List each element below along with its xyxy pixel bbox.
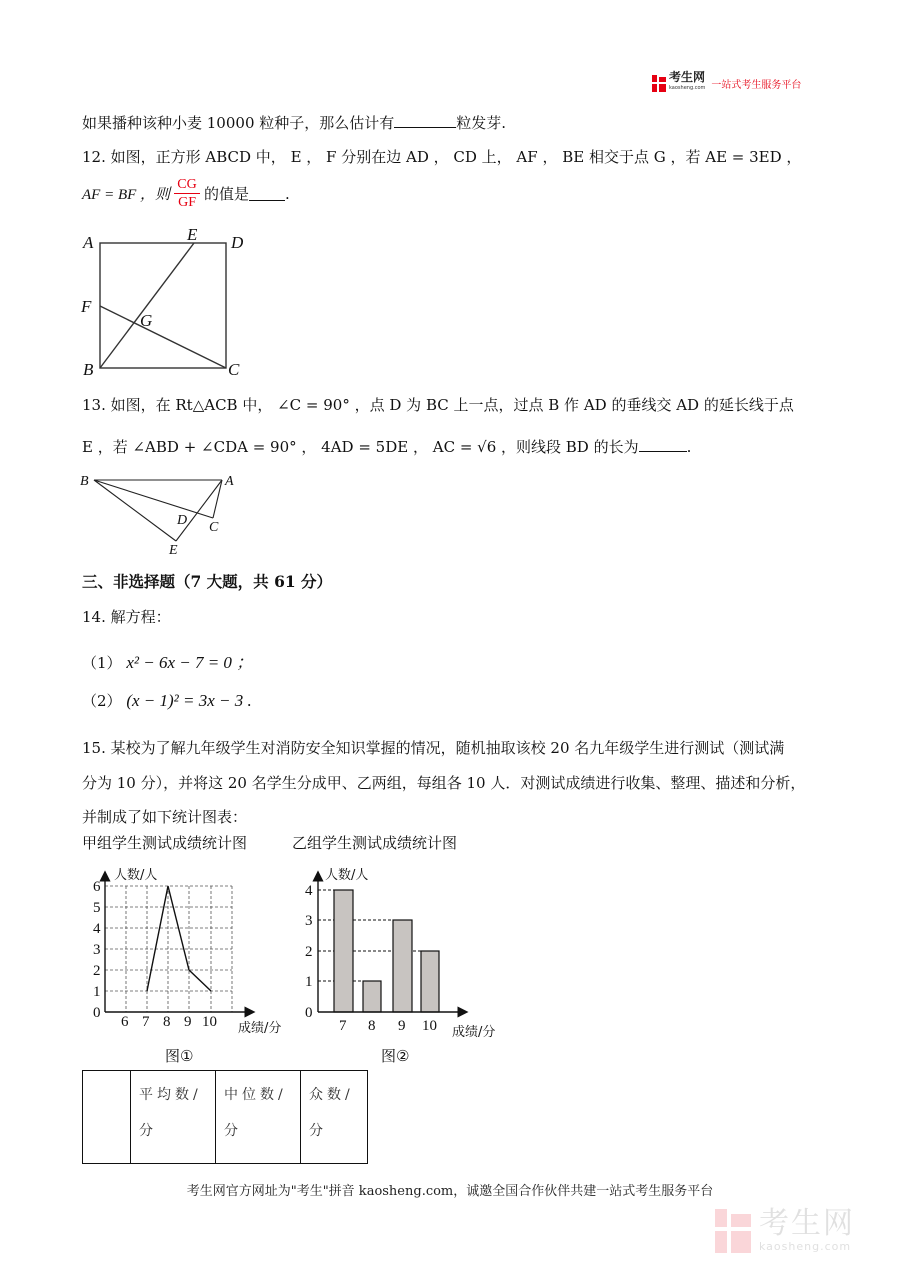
square-abcd-figure — [70, 220, 270, 380]
svg-text:E: E — [187, 225, 198, 244]
svg-text:B: B — [80, 474, 89, 489]
svg-text:7: 7 — [339, 1018, 347, 1034]
table-header-mean: 平均数/分 — [131, 1071, 216, 1164]
section-title: 三、非选择题（7 大题，共 61 分） — [82, 572, 333, 591]
footer-text: 考生网官方网址为"考生"拼音 kaosheng.com，诚邀全国合作伙伴共建一站式考生服务平台 — [186, 1184, 714, 1199]
svg-text:6: 6 — [93, 879, 101, 895]
svg-text:C: C — [228, 360, 240, 379]
watermark — [715, 1208, 855, 1253]
brand-name: 考生网 kaosheng.com — [669, 70, 706, 91]
stats-table — [82, 1070, 368, 1164]
svg-text:0: 0 — [305, 1005, 313, 1021]
svg-text:2: 2 — [93, 963, 101, 979]
svg-text:F: F — [81, 297, 92, 316]
svg-text:A: A — [225, 474, 234, 489]
svg-text:4: 4 — [305, 883, 313, 899]
answer-blank — [249, 186, 285, 201]
bar-8 — [363, 981, 381, 1012]
chart1-line-chart — [80, 862, 310, 1072]
table-header-mode: 众数/分 — [301, 1071, 368, 1164]
svg-text:5: 5 — [93, 900, 101, 916]
q14-part2: （2） (x − 1)² = 3x − 3 . — [82, 691, 252, 710]
bar-10 — [421, 951, 439, 1012]
svg-text:3: 3 — [305, 913, 313, 929]
chart2-bar-chart — [295, 862, 525, 1072]
kaosheng-watermark-icon — [715, 1209, 751, 1253]
triangle-acb-figure — [70, 462, 270, 562]
svg-text:成绩/分: 成绩/分 — [238, 1021, 282, 1036]
svg-text:A: A — [83, 233, 94, 252]
svg-text:成绩/分: 成绩/分 — [452, 1025, 496, 1040]
svg-text:G: G — [140, 311, 153, 330]
svg-text:图②: 图② — [381, 1047, 410, 1065]
q15-line2: 分为 10 分），并将这 20 名学生分成甲、乙两组，每组各 10 人．对测试成绩进行收集、整理、描述和分析， — [82, 774, 806, 792]
svg-text:D: D — [177, 513, 188, 528]
header-logo — [652, 70, 802, 93]
brand-slogan: 一站式考生服务平台 — [711, 79, 802, 91]
table-header-median: 中位数/分 — [216, 1071, 301, 1164]
q14-title: 14. 解方程： — [82, 608, 171, 626]
svg-text:8: 8 — [163, 1014, 171, 1030]
svg-text:D: D — [231, 233, 244, 252]
svg-text:8: 8 — [368, 1018, 376, 1034]
svg-text:3: 3 — [93, 942, 101, 958]
svg-text:6: 6 — [121, 1014, 129, 1030]
q14-part1: （1） x² − 6x − 7 = 0 ； — [82, 653, 254, 672]
svg-text:0: 0 — [93, 1005, 101, 1021]
answer-blank — [394, 113, 456, 128]
q13-line1: 13. 如图，在 Rt△ACB 中， ∠C = 90° ，点 D 为 BC 上一点，过点 B 作 AD 的垂线交 AD 的延长线于点 — [82, 396, 794, 414]
svg-text:4: 4 — [93, 921, 101, 937]
table-cell — [83, 1071, 131, 1164]
watermark-domain: kaosheng.com — [759, 1240, 852, 1253]
svg-text:9: 9 — [398, 1018, 406, 1034]
q12-line1: 12. 如图，正方形 ABCD 中， E ， F 分别在边 AD ， CD 上， AF ， BE 相交于点 G ，若 AE = 3ED ， — [82, 148, 802, 166]
q11-text: 如果播种该种小麦 10000 粒种子，那么估计有 粒发芽. — [82, 114, 507, 132]
watermark-name: 考生网 — [759, 1206, 855, 1241]
q13-line2: E ，若 ∠ABD + ∠CDA = 90° ， 4AD = 5DE ， AC = √6 ，则线段 BD 的长为 . — [82, 438, 692, 456]
q12-line2: AF = BF ，则 $\frac{CG}{GF}$ 的值是 . — [82, 177, 290, 210]
chart1-data-line — [147, 886, 211, 991]
chart1-title: 甲组学生测试成绩统计图 — [82, 834, 248, 852]
kaosheng-logo-icon — [652, 75, 666, 92]
svg-text:E: E — [169, 543, 178, 558]
table-row — [83, 1071, 368, 1164]
svg-text:2: 2 — [305, 944, 313, 960]
svg-text:人数/人: 人数/人 — [325, 868, 369, 883]
svg-text:图①: 图① — [165, 1047, 194, 1065]
bar-7 — [334, 890, 353, 1012]
svg-text:B: B — [83, 360, 94, 379]
svg-text:9: 9 — [184, 1014, 192, 1030]
svg-text:1: 1 — [305, 974, 313, 990]
chart2-title: 乙组学生测试成绩统计图 — [292, 834, 458, 852]
svg-text:7: 7 — [142, 1014, 150, 1030]
svg-text:10: 10 — [202, 1014, 217, 1030]
q15-line1: 15. 某校为了解九年级学生对消防安全知识掌握的情况，随机抽取该校 20 名九年级学生进行测试（测试满 — [82, 739, 785, 757]
q15-line3: 并制成了如下统计图表： — [82, 808, 248, 826]
answer-blank — [639, 437, 687, 452]
fraction-cg-gf: $\frac{CG}{GF}$ — [174, 176, 200, 211]
svg-text:1: 1 — [93, 984, 101, 1000]
bar-9 — [393, 920, 412, 1012]
svg-text:人数/人: 人数/人 — [114, 868, 158, 883]
svg-text:10: 10 — [422, 1018, 437, 1034]
svg-text:C: C — [209, 520, 219, 535]
